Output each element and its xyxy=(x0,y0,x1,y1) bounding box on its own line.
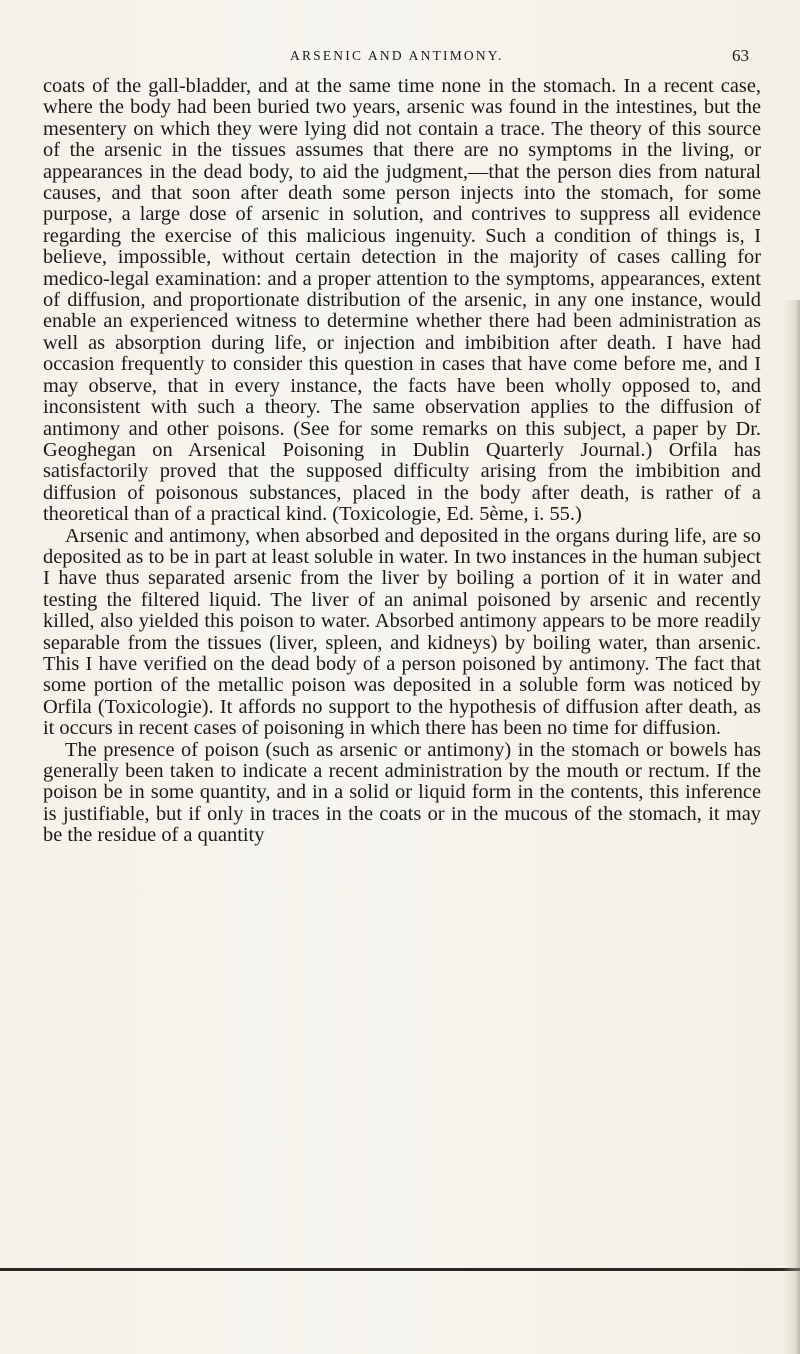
paragraph-diffusion: coats of the gall-bladder, and at the same time none in the stomach. In a recent case, where the body had been buried two years, arsenic was found in the intestines, but the mesentery on which they were lying did not contain a trace. The theory of this source of the arsenic in the tissues assumes that there are no symptoms in the living, or appearances in the dead body, to aid the judgment,—that the person dies from natural causes, and that soon after death some person injects into the stomach, for some purpose, a large dose of arsenic in solution, and contrives to suppress all evidence regarding the exercise of this malicious ingenuity. Such a condition of things is, I believe, impossible, without certain detection in the majority of cases calling for medico-legal examination: and a proper attention to the symptoms, appearances, extent of diffusion, and proportionate distribution of the arsenic, in any one instance, would enable an experienced witness to determine whether there had been administration as well as absorption during life, or injection and imbibition after death. I have had occasion frequently to consider this question in cases that have come before me, and I may observe, that in every instance, the facts have been wholly opposed to, and inconsistent with such a theory. The same observation applies to the diffusion of antimony and other poisons. (See for some remarks on this subject, a paper by Dr. Geoghegan on Arsenical Poisoning in Dublin Quarterly Journal.) Orfila has satisfactorily proved that the supposed difficulty arising from the imbibition and diffusion of poisonous substances, placed in the body after death, is rather of a theoretical than of a practical kind. (Toxicologie, Ed. 5ème, i. 55.) xyxy=(43,75,761,526)
running-title: ARSENIC AND ANTIMONY. xyxy=(290,48,504,63)
binding-shadow xyxy=(782,300,800,1354)
body-text xyxy=(43,75,761,847)
paragraph-presence: The presence of poison (such as arsenic or antimony) in the stomach or bowels has generally been taken to indicate a recent administration by the mouth or rectum. If the poison be in some quantity, and in a solid or liquid form in the contents, this inference is justifiable, but if only in traces in the coats or in the mucous of the stomach, it may be the residue of a quantity xyxy=(43,738,761,847)
page-number: 63 xyxy=(732,46,749,65)
page-bottom-edge xyxy=(0,1268,800,1271)
paragraph-solubility: Arsenic and antimony, when absorbed and deposited in the organs during life, are so deposited as to be in part at least soluble in water. In two instances in the human subject I have thus separated arsenic from the liver by boiling a portion of it in water and testing the filtered liquid. The liver of an animal poisoned by arsenic and recently killed, also yielded this poison to water. Absorbed antimony appears to be more readily separable from the tissues (liver, spleen, and kidneys) by boiling water, than arsenic. This I have verified on the dead body of a person poisoned by antimony. The fact that some portion of the metallic poison was deposited in a soluble form was noticed by Orfila (Toxicologie). It affords no support to the hypothesis of diffusion after death, as it occurs in recent cases of poisoning in which there has been no time for diffusion. xyxy=(43,524,761,740)
running-head xyxy=(0,48,800,70)
